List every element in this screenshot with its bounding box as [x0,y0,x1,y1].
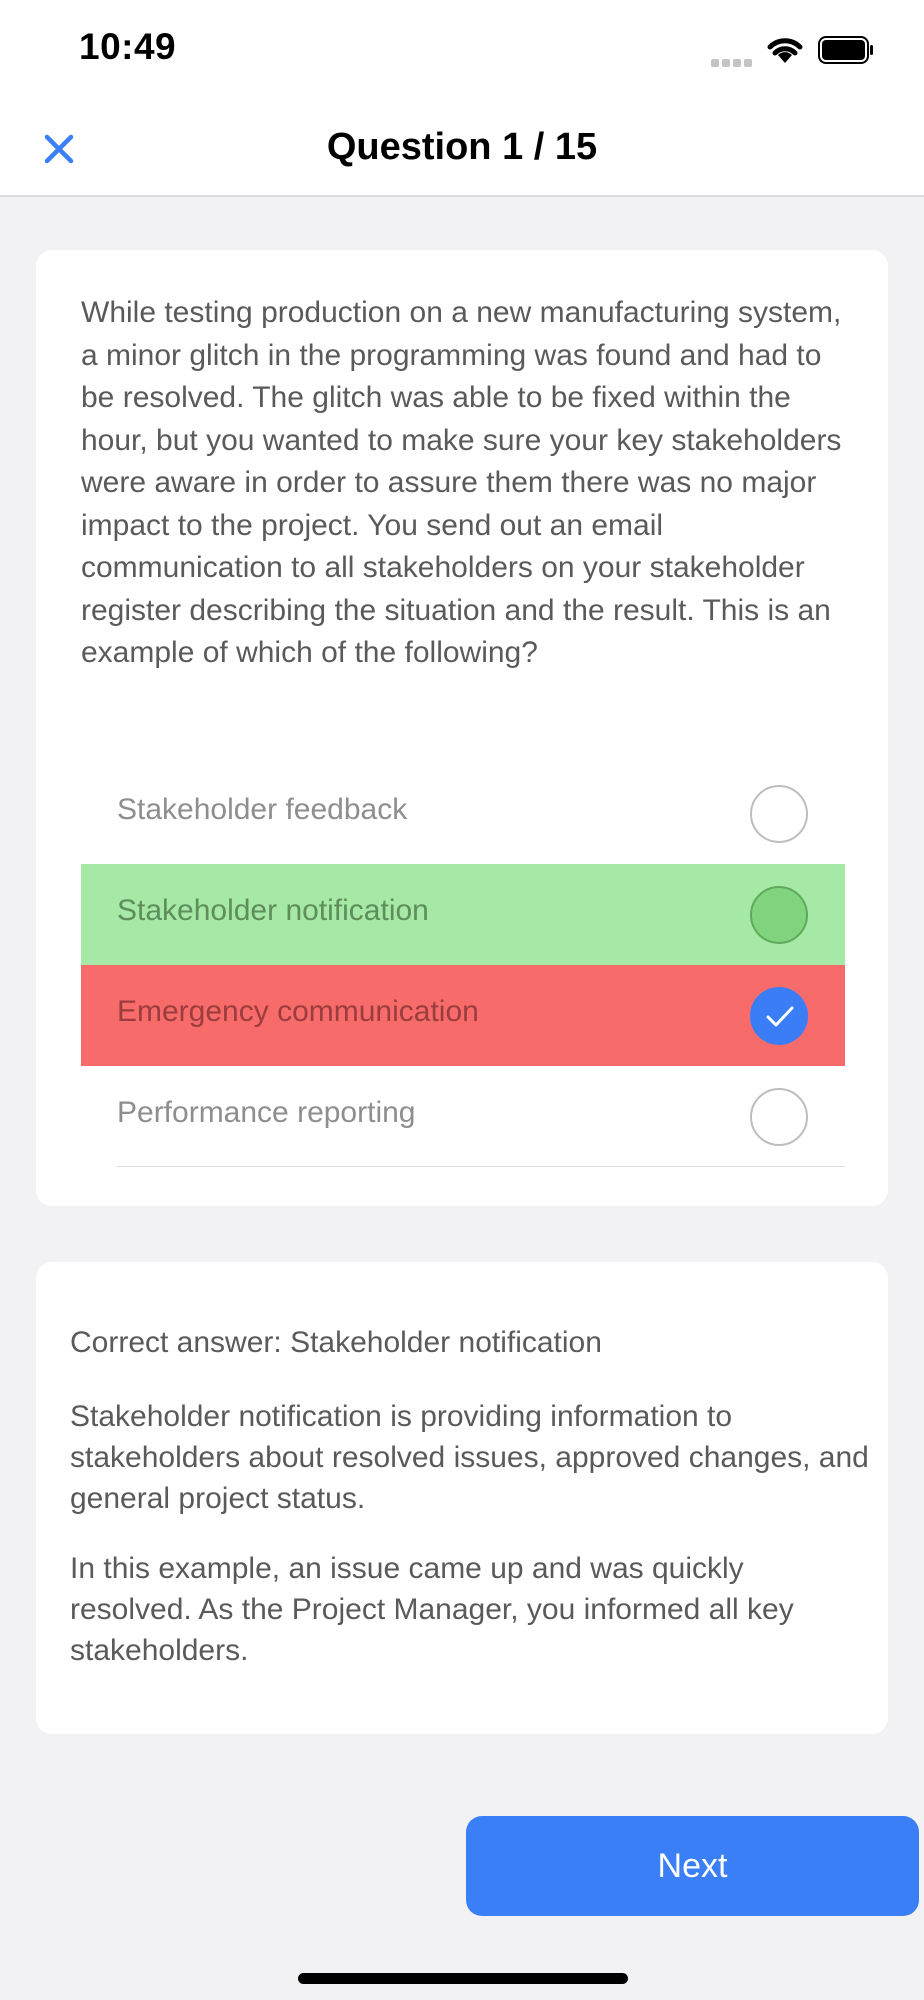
nav-bar [0,100,924,197]
radio-button[interactable] [750,886,808,944]
radio-button[interactable] [750,1088,808,1146]
battery-icon [818,36,874,64]
checkmark-icon [765,1004,795,1030]
explanation-paragraph: In this example, an issue came up and was quickly resolved. As the Project Manager, you informed all key stakeholders. [70,1552,794,1667]
answer-option-label: Stakeholder feedback [117,793,408,826]
answer-option-stakeholder-notification[interactable] [81,864,845,965]
radio-button[interactable] [750,785,808,843]
answer-option-stakeholder-feedback[interactable] [81,763,845,864]
answer-option-performance-reporting[interactable] [81,1066,845,1167]
wifi-icon [765,34,805,66]
status-bar [0,0,924,100]
page-title: Question 1 / 15 [326,126,598,168]
answer-option-emergency-communication[interactable] [81,965,845,1066]
radio-button-selected[interactable] [750,987,808,1045]
answer-option-label: Performance reporting [117,1096,416,1129]
status-time: 10:49 [79,26,177,67]
question-text: While testing production on a new manufacturing system, a minor glitch in the programming was found and had to be resolved. The glitch was able to be fixed within the hour, but you wanted to make sure your key stakeholders were aware in order to assure them there was no major impact to the project. You send out an email communication to all stakeholders on your stakeholder register describing the situation and the result. This is an example of which of the following? [81,296,842,669]
explanation-paragraph: Stakeholder notification is providing information to stakeholders about resolved issues, approved changes, and general project status. [70,1400,869,1515]
next-button[interactable]: Next [466,1816,919,1916]
correct-answer-text: Correct answer: Stakeholder notification [70,1326,602,1359]
answer-option-label: Stakeholder notification [117,894,429,927]
answer-option-label: Emergency communication [117,995,479,1028]
cellular-signal-icon [711,54,755,62]
question-card [36,250,888,1206]
explanation-card [36,1262,888,1734]
answer-options [81,763,845,1167]
home-indicator [298,1973,628,1984]
